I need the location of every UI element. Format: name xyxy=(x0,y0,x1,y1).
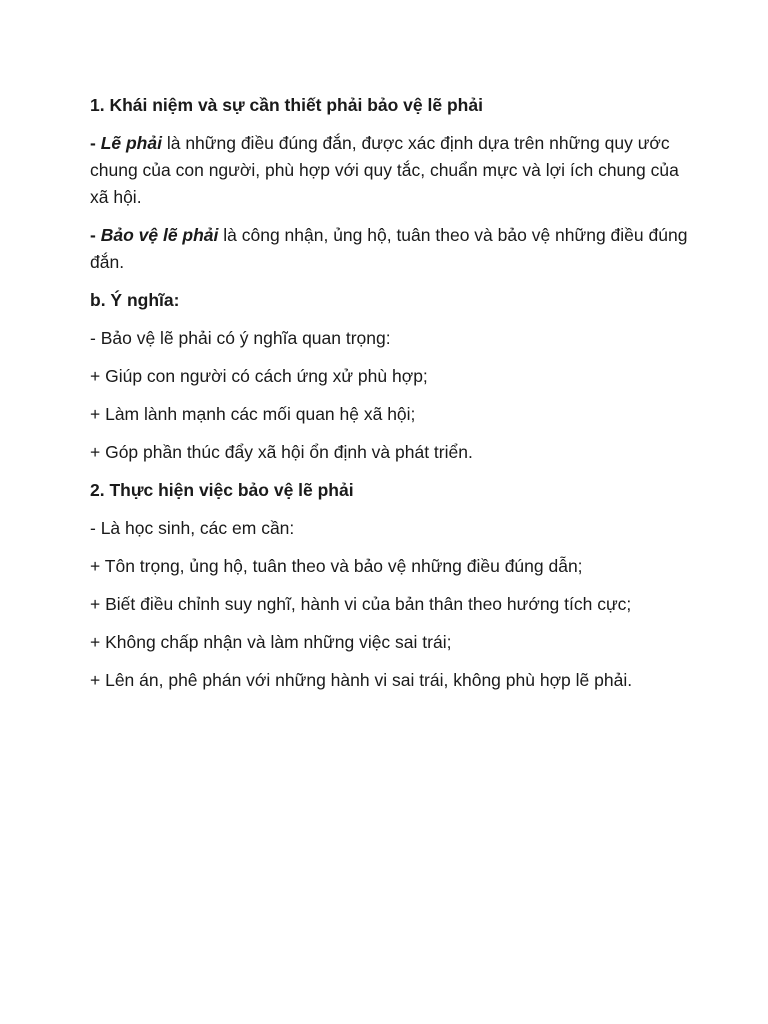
action-line: + Tôn trọng, ủng hộ, tuân theo và bảo vệ những điều đúng dẫn; xyxy=(90,556,583,576)
meaning-line: + Làm lành mạnh các mối quan hệ xã hội; xyxy=(90,404,416,424)
term-bao-ve-le-phai: Bảo vệ lẽ phải xyxy=(100,225,219,245)
section-1-heading: 1. Khái niệm và sự cần thiết phải bảo vệ lẽ phải xyxy=(90,95,483,115)
definition-prefix: - xyxy=(90,133,101,153)
meaning-line: + Góp phần thúc đẩy xã hội ổn định và phát triển. xyxy=(90,442,473,462)
document-page xyxy=(90,92,690,705)
meaning-line: - Bảo vệ lẽ phải có ý nghĩa quan trọng: xyxy=(90,328,391,348)
action-line: - Là học sinh, các em cần: xyxy=(90,518,295,538)
definition-text: là công nhận, ủng hộ, tuân theo và bảo vệ những điều đúng đắn. xyxy=(90,225,688,272)
meaning-line: + Giúp con người có cách ứng xử phù hợp; xyxy=(90,366,428,386)
definition-bao-ve-le-phai xyxy=(90,222,690,276)
term-le-phai: Lẽ phải xyxy=(100,133,162,153)
definition-prefix: - xyxy=(90,225,101,245)
definition-text: là những điều đúng đắn, được xác định dựa trên những quy ước chung của con người, phù hợp với quy tắc, chuẩn mực và lợi ích chung của xã hội. xyxy=(90,133,679,207)
section-b-heading: b. Ý nghĩa: xyxy=(90,290,180,310)
action-line: + Biết điều chỉnh suy nghĩ, hành vi của bản thân theo hướng tích cực; xyxy=(90,594,632,614)
section-2-heading: 2. Thực hiện việc bảo vệ lẽ phải xyxy=(90,480,354,500)
definition-le-phai xyxy=(90,130,690,211)
action-line: + Lên án, phê phán với những hành vi sai trái, không phù hợp lẽ phải. xyxy=(90,670,633,690)
action-line: + Không chấp nhận và làm những việc sai trái; xyxy=(90,632,452,652)
